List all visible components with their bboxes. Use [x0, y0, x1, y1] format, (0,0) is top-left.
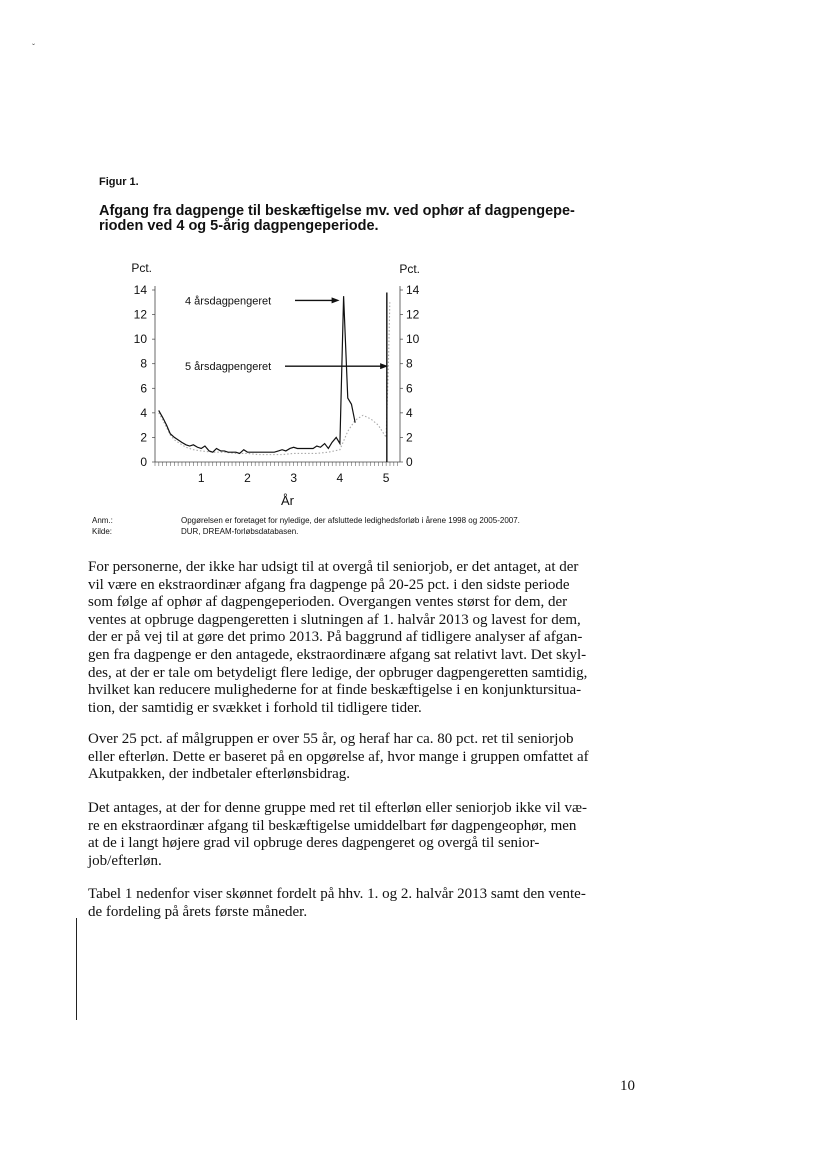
text-line: vil være en ekstraordinær afgang fra dagpenge på 20-25 pct. i den sidste periode: [88, 576, 570, 593]
y-tick-label-left: 2: [140, 430, 147, 445]
paragraph-3: [88, 800, 596, 870]
text-line: ventes at opbruge dagpengeretten i slutningen af 1. halvår 2013 og lavest for dem,: [88, 611, 581, 628]
text-line: Over 25 pct. af målgruppen er over 55 år, og heraf har ca. 80 pct. ret til seniorjob: [88, 731, 574, 747]
text-line: re en ekstraordinær afgang til beskæftigelse umiddelbart før dagpengeophør, men: [88, 817, 577, 834]
text-line: de fordeling på årets første måneder.: [88, 903, 308, 920]
text-line: gen fra dagpenge er den antagede, ekstraordinære afgang sat relativt lavt. Det skyl-: [88, 646, 587, 663]
x-axis-title: År: [281, 493, 294, 508]
x-tick-label: 5: [382, 471, 390, 485]
chart: [110, 252, 430, 512]
y-tick-label-left: 6: [140, 381, 147, 396]
text-line: der er på vej til at gøre det primo 2013. På baggrund af tidligere analyser af afgan-: [88, 629, 583, 646]
x-tick-label: 3: [290, 471, 298, 485]
annotation-arrow-head: [332, 297, 340, 303]
text-line: Akutpakken, der indbetaler efterlønsbidrag.: [88, 766, 350, 783]
margin-line: [76, 918, 77, 1020]
text-line: hvilket kan reducere mulighederne for at finde beskæftigelse i en konjunktursitua-: [88, 682, 582, 699]
text-line: job/efterløn.: [88, 852, 162, 869]
paragraph-1: [88, 559, 596, 717]
y-tick-label-left: 0: [140, 455, 147, 469]
text-line: Det antages, at der for denne gruppe med ret til efterløn eller seniorjob ikke vil væ-: [88, 800, 587, 816]
paragraph-4: [88, 886, 596, 921]
figure-title: [99, 204, 599, 234]
text-line: at de i langt højere grad vil opbruge deres dagpengeret og overgå til senior-: [88, 835, 540, 852]
y-axis-title-right: Pct.: [399, 262, 420, 276]
page-number: 10: [620, 1078, 635, 1094]
text-line: Tabel 1 nedenfor viser skønnet fordelt på hhv. 1. og 2. halvår 2013 samt den vente-: [88, 886, 586, 902]
y-tick-label-right: 2: [406, 430, 413, 445]
series-4-year-line: [159, 296, 355, 453]
corner-mark: ˇ: [32, 42, 35, 52]
y-tick-label-left: 14: [133, 283, 147, 297]
x-tick-label: 2: [244, 471, 251, 485]
paragraph-2: [88, 731, 596, 784]
y-tick-label-right: 0: [406, 455, 413, 469]
note-text-kilde: DUR, DREAM-forløbsdatabasen.: [181, 527, 299, 536]
y-tick-label-left: 4: [140, 405, 147, 420]
figure-title-line-2: rioden ved 4 og 5-årig dagpengeperiode.: [99, 218, 379, 234]
x-tick-label: 1: [197, 471, 205, 485]
y-tick-label-right: 6: [406, 381, 413, 396]
y-tick-label-left: 8: [140, 356, 147, 371]
annotation-label: 5 årsdagpengeret: [185, 361, 272, 374]
text-line: tion, der samtidig er svækket i forhold til tidligere tider.: [88, 699, 422, 716]
figure-label: Figur 1.: [99, 176, 139, 188]
y-tick-label-left: 12: [133, 307, 147, 322]
y-tick-label-right: 4: [406, 405, 413, 420]
y-tick-label-left: 10: [133, 332, 147, 347]
text-line: som følge af ophør af dagpengeperioden. Overgangen ventes størst for dem, der: [88, 594, 568, 611]
series-5-year-line: [159, 302, 390, 454]
note-key-kilde: Kilde:: [92, 527, 113, 536]
text-line: eller efterløn. Dette er baseret på en opgørelse af, hvor mange i gruppen omfattet af: [88, 748, 589, 765]
x-tick-label: 4: [336, 471, 344, 485]
text-line: des, at der er tale om betydeligt flere ledige, der opbruger dagpengeretten samtidig,: [88, 664, 588, 681]
y-axis-title-left: Pct.: [131, 261, 152, 275]
y-tick-label-right: 8: [406, 356, 413, 371]
figure-title-line-1: Afgang fra dagpenge til beskæftigelse mv. ved ophør af dagpengepe-: [99, 203, 575, 219]
annotation-label: 4 årsdagpengeret: [185, 295, 272, 308]
text-line: For personerne, der ikke har udsigt til at overgå til seniorjob, er det antaget, at der: [88, 559, 579, 575]
y-tick-label-right: 10: [406, 332, 420, 347]
y-tick-label-right: 14: [406, 283, 420, 297]
note-key-anm: Anm.:: [92, 516, 113, 525]
y-tick-label-right: 12: [406, 307, 420, 322]
note-text-anm: Opgørelsen er foretaget for nyledige, der afsluttede ledighedsforløb i årene 1998 og 2005-2007.: [181, 516, 520, 525]
